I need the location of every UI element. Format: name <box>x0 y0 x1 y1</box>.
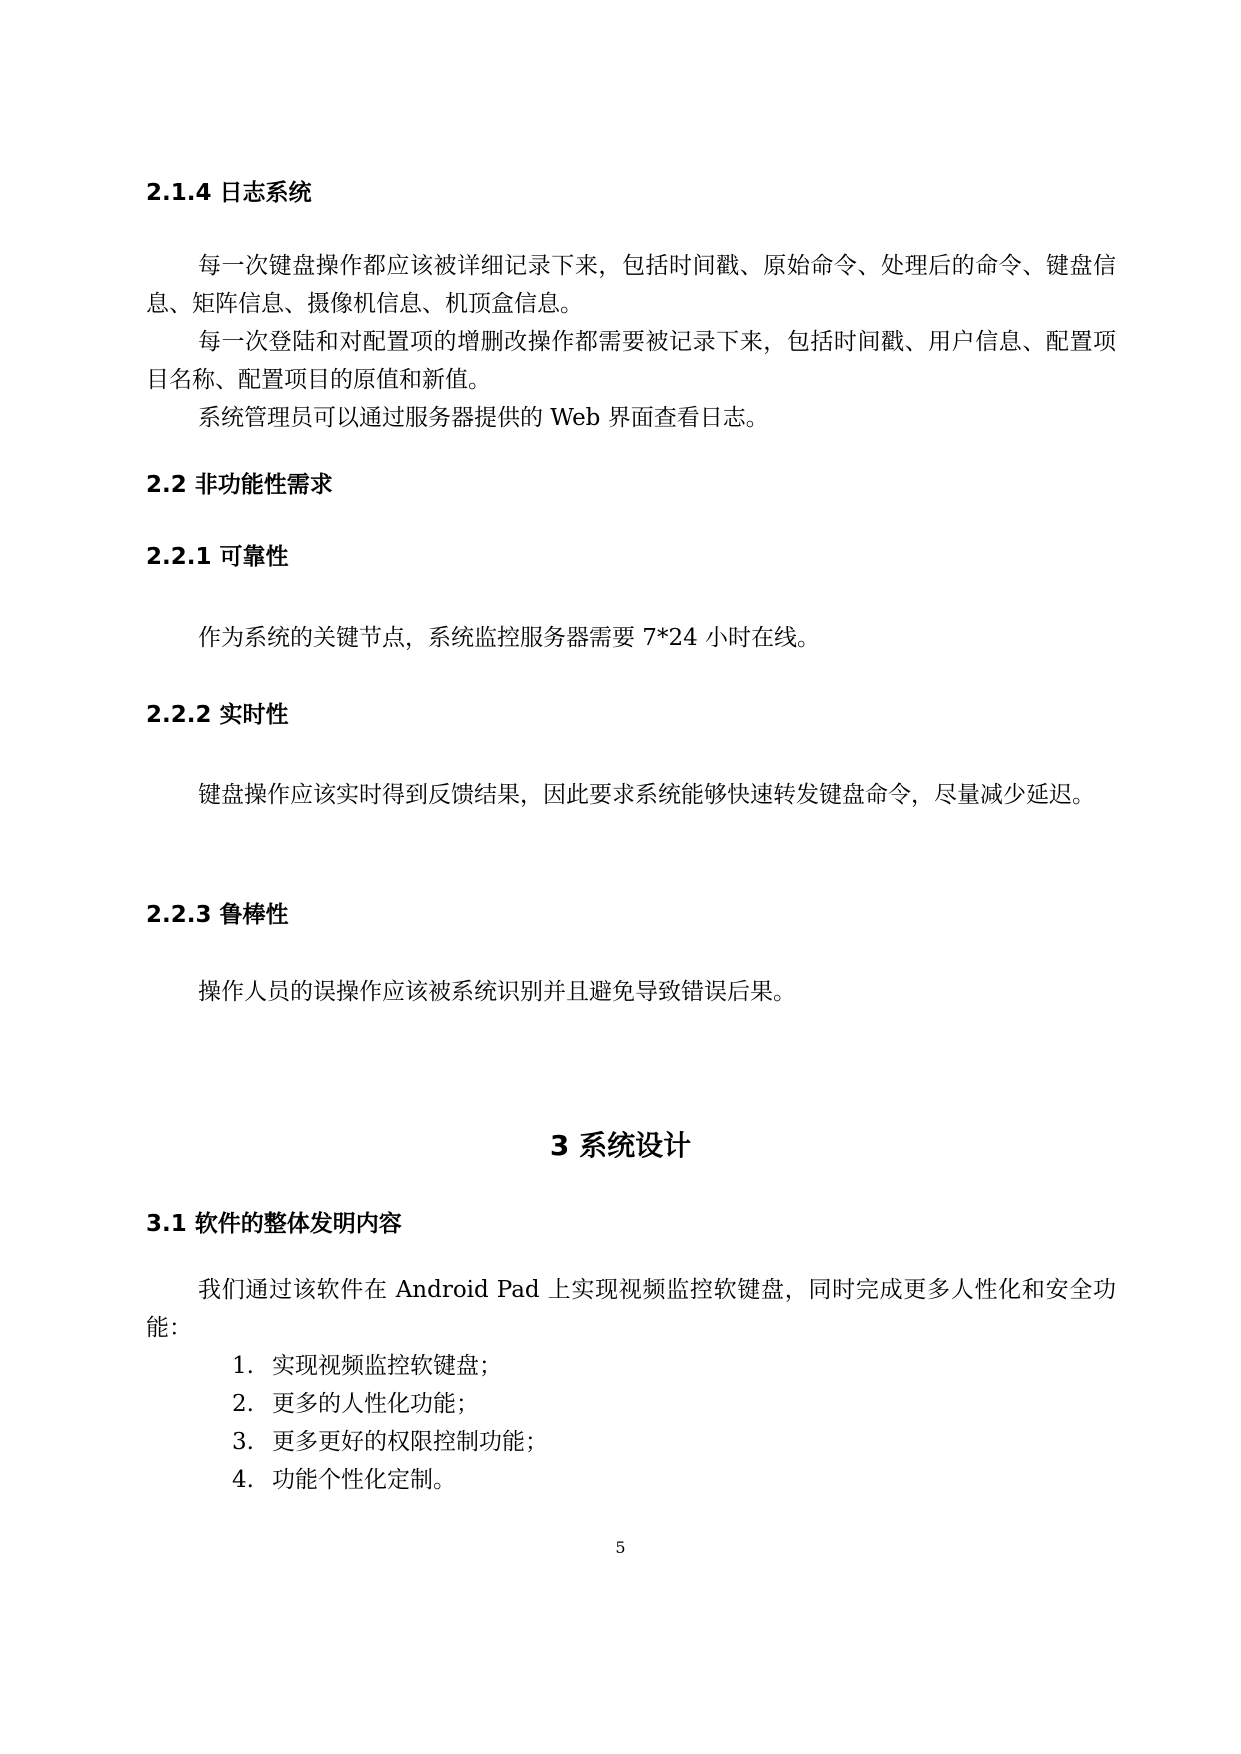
page-number: 5 <box>615 1538 626 1557</box>
list-item-number: 4. <box>232 1467 254 1493</box>
heading-2-2-1: 2.2.1 可靠性 <box>146 544 289 570</box>
heading-2-1-4: 2.1.4 日志系统 <box>146 180 312 206</box>
feature-list <box>232 1347 548 1499</box>
list-item <box>232 1461 548 1499</box>
list-item-number: 3. <box>232 1429 254 1455</box>
heading-2-2: 2.2 非功能性需求 <box>146 472 333 498</box>
paragraph-log-config: 每一次登陆和对配置项的增删改操作都需要被记录下来，包括时间戳、用户信息、配置项目名称、配置项目的原值和新值。 <box>146 329 1116 393</box>
list-item-number: 2. <box>232 1391 254 1417</box>
list-item <box>232 1347 548 1385</box>
paragraph-realtime: 键盘操作应该实时得到反馈结果，因此要求系统能够快速转发键盘命令，尽量减少延迟。 <box>198 782 1095 808</box>
chapter-3-title: 3 系统设计 <box>549 1129 692 1162</box>
heading-3-1: 3.1 软件的整体发明内容 <box>146 1211 402 1237</box>
list-item-text: 功能个性化定制。 <box>272 1467 456 1493</box>
paragraph-log-web: 系统管理员可以通过服务器提供的 Web 界面查看日志。 <box>198 405 769 431</box>
paragraph-overview: 我们通过该软件在 Android Pad 上实现视频监控软键盘，同时完成更多人性化和安全功能： <box>146 1277 1116 1341</box>
heading-2-2-3: 2.2.3 鲁棒性 <box>146 902 289 928</box>
list-item-text: 更多更好的权限控制功能； <box>272 1429 548 1455</box>
list-item-text: 更多的人性化功能； <box>272 1391 479 1417</box>
paragraph-reliability: 作为系统的关键节点，系统监控服务器需要 7*24 小时在线。 <box>198 625 821 651</box>
list-item <box>232 1423 548 1461</box>
list-item-number: 1. <box>232 1353 254 1379</box>
list-item <box>232 1385 548 1423</box>
paragraph-log-keyboard: 每一次键盘操作都应该被详细记录下来，包括时间戳、原始命令、处理后的命令、键盘信息、矩阵信息、摄像机信息、机顶盒信息。 <box>146 253 1116 317</box>
paragraph-robustness: 操作人员的误操作应该被系统识别并且避免导致错误后果。 <box>198 979 796 1005</box>
heading-2-2-2: 2.2.2 实时性 <box>146 702 289 728</box>
list-item-text: 实现视频监控软键盘； <box>272 1353 502 1379</box>
